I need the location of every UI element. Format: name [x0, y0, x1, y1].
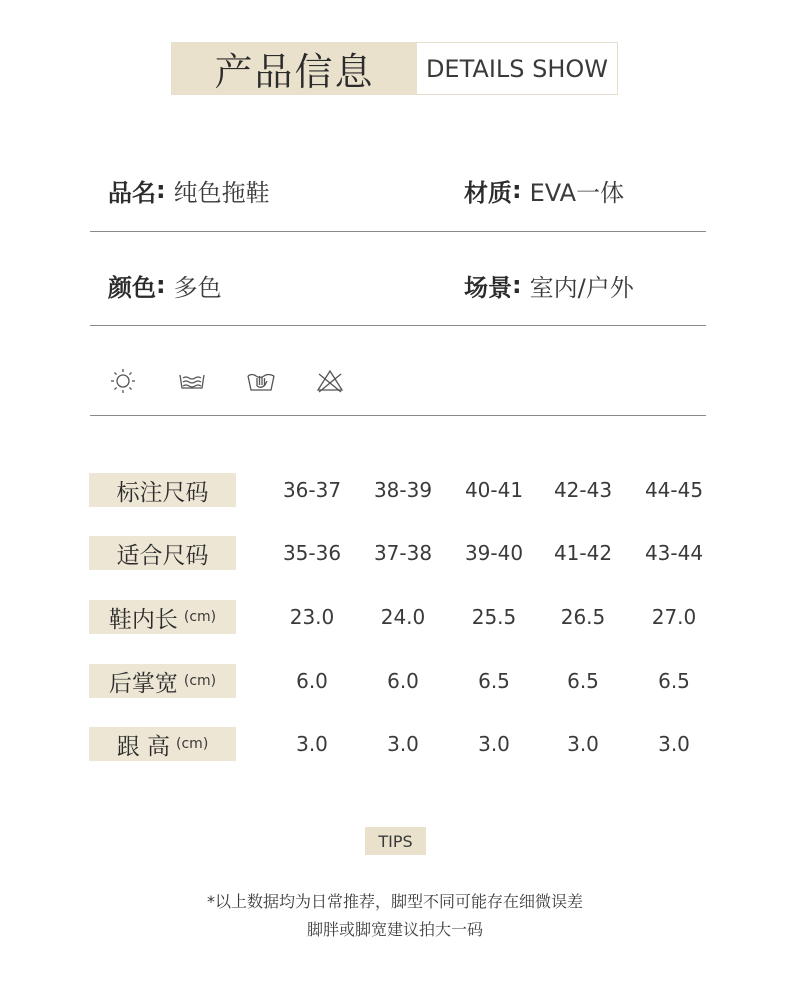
- size-cell: 3.0: [296, 732, 328, 756]
- info-value: 多色: [173, 273, 222, 302]
- size-row-label: [89, 727, 236, 761]
- header-title-cn: 产品信息: [172, 43, 417, 94]
- size-cell: 26.5: [560, 605, 606, 629]
- size-cell: 27.0: [651, 605, 697, 629]
- size-cell: 37-38: [373, 541, 433, 565]
- sun-icon: [108, 366, 138, 396]
- size-row-label: [89, 473, 236, 507]
- size-row: [89, 664, 709, 700]
- size-row-label: [89, 664, 236, 698]
- size-row-label-text: 鞋内长: [108, 606, 178, 633]
- size-cell: 6.0: [387, 669, 419, 693]
- wash-basin-icon: [246, 366, 276, 396]
- size-row: [89, 473, 709, 509]
- info-value: 室内/户外: [529, 273, 634, 302]
- size-row-label: [89, 600, 236, 634]
- info-value: EVA一体: [529, 178, 625, 207]
- size-cell: 3.0: [387, 732, 419, 756]
- info-key: 颜色: [108, 273, 156, 302]
- size-row-label-text: 跟 高: [116, 733, 171, 760]
- divider: [90, 231, 706, 232]
- tips-note-line2: 脚胖或脚宽建议拍大一码: [306, 920, 483, 939]
- size-row-unit: (cm): [183, 609, 217, 625]
- size-row: [89, 536, 709, 572]
- size-row: [89, 600, 709, 636]
- size-row-label: [89, 536, 236, 570]
- size-cell: 39-40: [464, 541, 524, 565]
- size-cell: 6.5: [478, 669, 510, 693]
- size-cell: 25.5: [471, 605, 517, 629]
- size-row-label-text: 适合尺码: [116, 542, 209, 569]
- size-cell: 41-42: [553, 541, 613, 565]
- header-title-en: DETAILS SHOW: [417, 43, 617, 94]
- size-row: [89, 727, 709, 763]
- tips-badge: TIPS: [365, 827, 426, 855]
- care-icons: [108, 366, 384, 396]
- size-row-unit: (cm): [183, 673, 217, 689]
- info-key: 品名: [108, 178, 156, 207]
- info-value: 纯色拖鞋: [173, 178, 270, 207]
- size-cell: 6.0: [296, 669, 328, 693]
- divider: [90, 415, 706, 416]
- no-bleach-icon: [315, 366, 345, 396]
- size-cell: 44-45: [644, 478, 704, 502]
- size-cell: 3.0: [567, 732, 599, 756]
- size-cell: 38-39: [373, 478, 433, 502]
- size-cell: 3.0: [478, 732, 510, 756]
- info-key: 场景: [464, 273, 512, 302]
- size-cell: 24.0: [380, 605, 426, 629]
- size-cell: 3.0: [658, 732, 690, 756]
- size-cell: 36-37: [282, 478, 342, 502]
- size-cell: 35-36: [282, 541, 342, 565]
- size-cell: 43-44: [644, 541, 704, 565]
- size-cell: 23.0: [289, 605, 335, 629]
- divider: [90, 325, 706, 326]
- size-cell: 42-43: [553, 478, 613, 502]
- info-row: 颜色 : 多色 场景 : 室内/户外: [90, 255, 706, 315]
- section-header: [171, 42, 618, 95]
- hand-wash-icon: [177, 366, 207, 396]
- size-row-label-text: 标注尺码: [116, 479, 209, 506]
- size-cell: 6.5: [567, 669, 599, 693]
- info-row: 品名 : 纯色拖鞋 材质 : EVA一体: [90, 160, 706, 220]
- size-row-unit: (cm): [176, 736, 209, 752]
- size-cell: 6.5: [658, 669, 690, 693]
- tips-note-line1: *以上数据均为日常推荐，脚型不同可能存在细微误差: [206, 892, 583, 911]
- info-key: 材质: [464, 178, 512, 207]
- size-cell: 40-41: [464, 478, 524, 502]
- size-row-label-text: 后掌宽: [108, 670, 178, 697]
